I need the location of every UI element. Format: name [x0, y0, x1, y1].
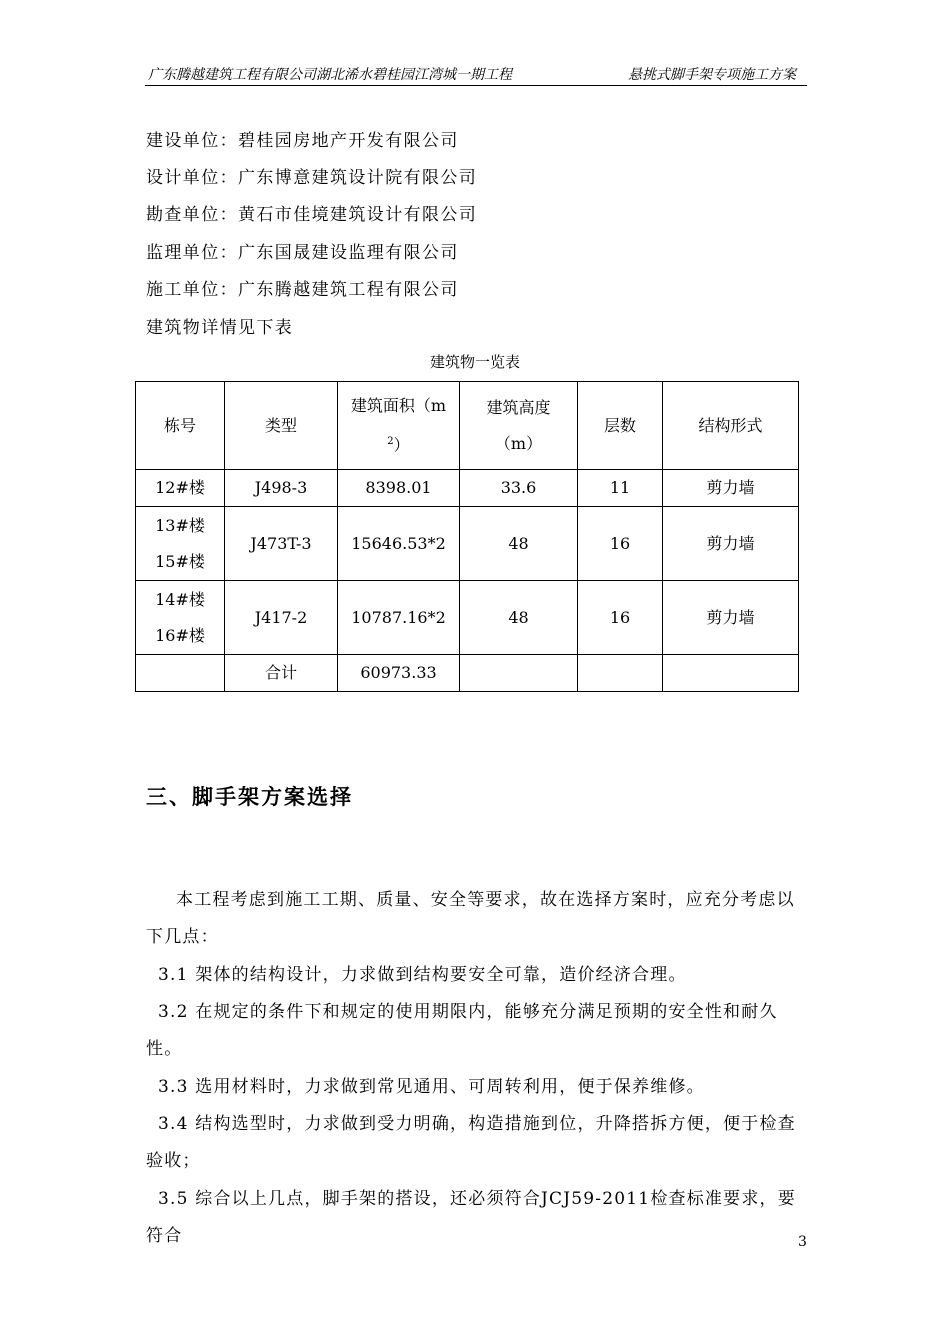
- buildings-table: [135, 381, 799, 692]
- header-area-text: 建筑面积（m: [350, 395, 447, 415]
- header-building-no: 栋号: [136, 382, 225, 470]
- structure-cell: 剪力墙: [663, 581, 799, 655]
- area-cell: 15646.53*2: [338, 507, 460, 581]
- header-project-title: 广东腾越建筑工程有限公司湖北浠水碧桂园江湾城一期工程: [148, 67, 512, 83]
- total-label-cell: 合计: [225, 655, 338, 692]
- design-unit-line: 设计单位：广东博意建筑设计院有限公司: [146, 168, 478, 188]
- type-cell: J417-2: [225, 581, 338, 655]
- header-area-superscript: 2: [387, 435, 394, 447]
- survey-unit-line: 勘查单位：黄石市佳境建筑设计有限公司: [146, 205, 478, 225]
- building-no-line: 13#楼: [155, 515, 205, 535]
- total-empty-cell: [460, 655, 578, 692]
- table-row: [136, 470, 799, 507]
- area-cell: 10787.16*2: [338, 581, 460, 655]
- header-floors: 层数: [578, 382, 663, 470]
- table-header-row: [136, 382, 799, 470]
- type-cell: J498-3: [225, 470, 338, 507]
- header-document-title: 悬挑式脚手架专项施工方案: [628, 67, 796, 83]
- building-no-line: 16#楼: [155, 625, 205, 645]
- height-cell: 33.6: [460, 470, 578, 507]
- total-empty-cell: [663, 655, 799, 692]
- height-cell: 48: [460, 581, 578, 655]
- list-item: 3.1 架体的结构设计，力求做到结构要安全可靠，造价经济合理。: [158, 965, 687, 985]
- building-no-cell: [136, 581, 225, 655]
- floors-cell: 16: [578, 581, 663, 655]
- height-cell: 48: [460, 507, 578, 581]
- table-intro-line: 建筑物详情见下表: [146, 318, 294, 338]
- table-total-row: [136, 655, 799, 692]
- structure-cell: 剪力墙: [663, 470, 799, 507]
- header-area-close: ）: [393, 435, 410, 455]
- contractor-unit-line: 施工单位：广东腾越建筑工程有限公司: [146, 280, 459, 300]
- header-height-unit: （m）: [494, 433, 543, 453]
- header-type: 类型: [225, 382, 338, 470]
- section-intro-paragraph: 本工程考虑到施工工期、质量、安全等要求，故在选择方案时，应充分考虑以下几点：: [146, 890, 795, 947]
- total-empty-cell: [578, 655, 663, 692]
- building-no-cell: [136, 507, 225, 581]
- construction-unit-line: 建设单位：碧桂园房地产开发有限公司: [146, 131, 459, 151]
- list-item: 3.2 在规定的条件下和规定的使用期限内，能够充分满足预期的安全性和耐久性。: [146, 1002, 778, 1059]
- header-structure: 结构形式: [663, 382, 799, 470]
- building-no-line: 14#楼: [155, 589, 205, 609]
- table-caption: 建筑物一览表: [429, 353, 520, 371]
- supervision-unit-line: 监理单位：广东国晟建设监理有限公司: [146, 243, 459, 263]
- header-height-text: 建筑高度: [486, 397, 551, 417]
- table-row: [136, 507, 799, 581]
- type-cell: J473T-3: [225, 507, 338, 581]
- total-empty-cell: [136, 655, 225, 692]
- building-no-line: 15#楼: [155, 551, 205, 571]
- header-height: [460, 382, 578, 470]
- list-item: 3.5 综合以上几点，脚手架的搭设，还必须符合JCJ59-2011检查标准要求，要符合: [146, 1189, 796, 1246]
- total-area-cell: 60973.33: [338, 655, 460, 692]
- table-row: [136, 581, 799, 655]
- list-item: 3.4 结构选型时，力求做到受力明确，构造措施到位，升降搭拆方便，便于检查验收；: [146, 1114, 796, 1171]
- structure-cell: 剪力墙: [663, 507, 799, 581]
- floors-cell: 11: [578, 470, 663, 507]
- section-heading: 三、脚手架方案选择: [146, 784, 353, 809]
- building-no-cell: 12#楼: [136, 470, 225, 507]
- list-item: 3.3 选用材料时，力求做到常见通用、可周转利用，便于保养维修。: [158, 1077, 705, 1097]
- page-number: 3: [798, 1234, 807, 1250]
- header-divider: [145, 85, 807, 86]
- floors-cell: 16: [578, 507, 663, 581]
- area-cell: 8398.01: [338, 470, 460, 507]
- header-area: [338, 382, 460, 470]
